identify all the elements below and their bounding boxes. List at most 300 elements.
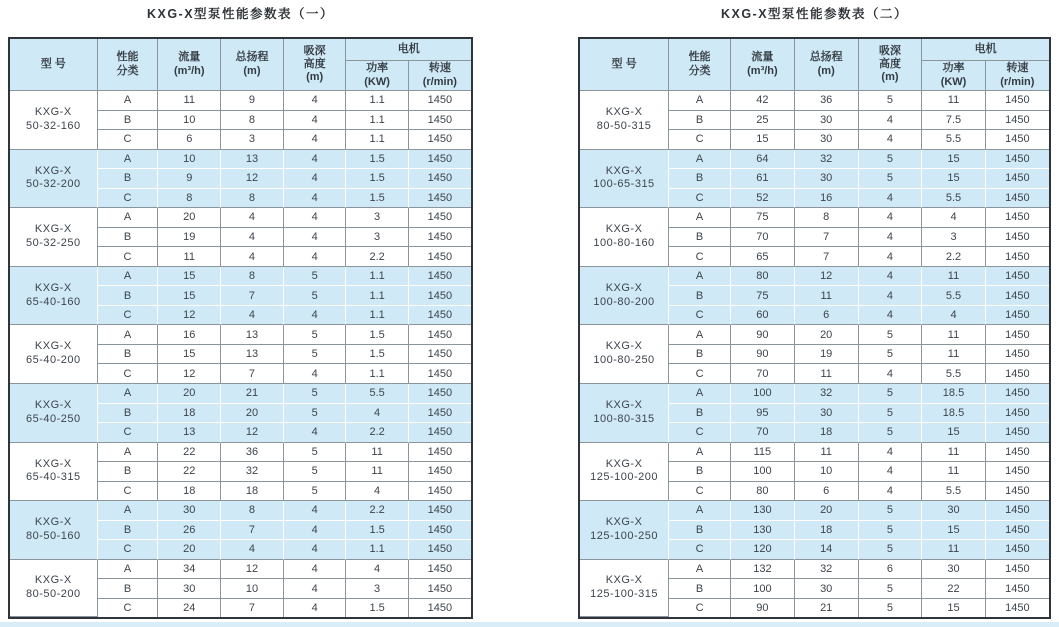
cell-power: 11: [922, 325, 985, 345]
cell-cls: B: [98, 404, 159, 424]
cell-speed: 1450: [986, 91, 1049, 111]
cell-power: 1.1: [346, 130, 408, 150]
table-row: [10, 208, 471, 228]
cell-suction: 5: [284, 482, 347, 502]
cell-power: 4: [346, 482, 408, 502]
cell-speed: 1450: [409, 169, 471, 189]
cell-speed: 1450: [409, 560, 471, 580]
cell-suction: 5: [859, 150, 923, 170]
cell-flow: 90: [731, 599, 795, 617]
cell-suction: 4: [859, 462, 923, 482]
cell-suction: 4: [284, 306, 347, 326]
cell-power: 1.5: [346, 521, 408, 541]
cell-head: 21: [221, 384, 284, 404]
cell-suction: 4: [284, 189, 347, 209]
table-row: [580, 208, 1049, 228]
cell-suction: 5: [859, 521, 923, 541]
header-speed: [986, 61, 1049, 91]
model-cell: [580, 501, 669, 560]
cell-head: 3: [221, 130, 284, 150]
cell-power: 5.5: [922, 364, 985, 384]
cell-head: 11: [795, 443, 859, 463]
performance-table-one: [8, 37, 473, 619]
model-cell: [10, 325, 98, 384]
cell-speed: 1450: [986, 306, 1049, 326]
cell-cls: C: [98, 423, 159, 443]
cell-suction: 5: [859, 345, 923, 365]
cell-speed: 1450: [986, 345, 1049, 365]
model-series: KXG-X: [605, 399, 643, 412]
cell-power: 5.5: [922, 482, 985, 502]
cell-head: 4: [221, 228, 284, 248]
model-cell: [10, 443, 98, 502]
table-row: [580, 560, 1049, 580]
cell-flow: 70: [731, 228, 795, 248]
cell-power: 11: [922, 462, 985, 482]
model-size: 65-40-160: [25, 295, 81, 308]
cell-suction: 5: [859, 599, 923, 617]
cell-flow: 10: [158, 150, 221, 170]
cell-speed: 1450: [986, 521, 1049, 541]
cell-flow: 90: [731, 345, 795, 365]
header-class: [98, 39, 159, 91]
header-flow-line1: 流量: [178, 51, 201, 64]
cell-flow: 22: [158, 443, 221, 463]
cell-cls: A: [98, 560, 159, 580]
cell-flow: 64: [731, 150, 795, 170]
cell-suction: 4: [284, 169, 347, 189]
model-size: 80-50-160: [25, 529, 81, 542]
model-series: KXG-X: [605, 516, 643, 529]
cell-suction: 4: [859, 228, 923, 248]
header-flow-unit: (m³/h): [173, 64, 205, 77]
model-series: KXG-X: [34, 457, 72, 470]
table-row: [580, 267, 1049, 287]
table-row: [10, 325, 471, 345]
cell-head: 12: [221, 560, 284, 580]
cell-flow: 15: [158, 345, 221, 365]
cell-head: 20: [221, 404, 284, 424]
cell-head: 18: [221, 482, 284, 502]
cell-suction: 4: [859, 286, 923, 306]
cell-speed: 1450: [986, 228, 1049, 248]
cell-cls: A: [669, 501, 731, 521]
cell-suction: 4: [284, 423, 347, 443]
cell-speed: 1450: [409, 91, 471, 111]
table-row: [10, 267, 471, 287]
cell-flow: 130: [731, 501, 795, 521]
cell-flow: 13: [158, 423, 221, 443]
cell-power: 4: [922, 306, 985, 326]
cell-power: 5.5: [922, 130, 985, 150]
cell-suction: 4: [284, 560, 347, 580]
cell-speed: 1450: [986, 325, 1049, 345]
cell-power: 5.5: [346, 384, 408, 404]
cell-head: 13: [221, 325, 284, 345]
cell-suction: 5: [859, 325, 923, 345]
model-series: KXG-X: [34, 340, 72, 353]
cell-suction: 4: [284, 91, 347, 111]
cell-cls: C: [669, 599, 731, 617]
cell-flow: 16: [158, 325, 221, 345]
cell-suction: 4: [284, 228, 347, 248]
footer-strip: [0, 622, 1059, 627]
cell-speed: 1450: [986, 189, 1049, 209]
cell-flow: 100: [731, 384, 795, 404]
cell-power: 18.5: [922, 384, 985, 404]
cell-speed: 1450: [986, 130, 1049, 150]
cell-cls: A: [669, 91, 731, 111]
cell-speed: 1450: [409, 267, 471, 287]
cell-head: 7: [795, 228, 859, 248]
cell-flow: 20: [158, 540, 221, 560]
cell-suction: 5: [284, 325, 347, 345]
header-head-unit: (m): [817, 64, 835, 77]
cell-flow: 130: [731, 521, 795, 541]
cell-suction: 4: [859, 306, 923, 326]
cell-head: 20: [795, 501, 859, 521]
table-one-section: [8, 0, 473, 627]
model-series: KXG-X: [605, 164, 643, 177]
cell-speed: 1450: [409, 150, 471, 170]
cell-flow: 70: [731, 364, 795, 384]
cell-suction: 5: [859, 384, 923, 404]
model-series: KXG-X: [605, 106, 643, 119]
cell-cls: B: [98, 521, 159, 541]
table-one-body: [10, 91, 471, 617]
model-cell: [10, 208, 98, 267]
cell-speed: 1450: [409, 423, 471, 443]
model-cell: [580, 91, 669, 150]
cell-cls: A: [98, 208, 159, 228]
model-size: 125-100-250: [590, 529, 658, 542]
model-series: KXG-X: [605, 281, 643, 294]
cell-speed: 1450: [409, 443, 471, 463]
model-size: 100-65-315: [593, 178, 655, 191]
cell-head: 36: [795, 91, 859, 111]
cell-speed: 1450: [986, 111, 1049, 131]
model-cell: [10, 150, 98, 209]
cell-cls: B: [98, 462, 159, 482]
cell-flow: 75: [731, 286, 795, 306]
cell-suction: 4: [284, 540, 347, 560]
cell-suction: 4: [284, 521, 347, 541]
cell-cls: C: [98, 306, 159, 326]
cell-flow: 11: [158, 247, 221, 267]
cell-cls: B: [669, 286, 731, 306]
cell-head: 32: [221, 462, 284, 482]
cell-head: 30: [795, 169, 859, 189]
cell-head: 32: [795, 384, 859, 404]
cell-power: 11: [922, 540, 985, 560]
cell-speed: 1450: [409, 286, 471, 306]
cell-flow: 61: [731, 169, 795, 189]
cell-head: 4: [221, 540, 284, 560]
cell-power: 2.2: [346, 247, 408, 267]
model-size: 80-50-200: [25, 587, 81, 600]
cell-cls: C: [98, 599, 159, 617]
cell-power: 2.2: [346, 501, 408, 521]
header-model: [10, 39, 98, 91]
cell-head: 7: [221, 286, 284, 306]
cell-flow: 22: [158, 462, 221, 482]
header-suction-line1: 吸深: [878, 44, 901, 57]
cell-speed: 1450: [986, 169, 1049, 189]
cell-flow: 80: [731, 482, 795, 502]
cell-cls: B: [669, 111, 731, 131]
cell-suction: 4: [284, 364, 347, 384]
cell-cls: B: [669, 169, 731, 189]
cell-flow: 18: [158, 482, 221, 502]
cell-cls: A: [669, 443, 731, 463]
model-size: 100-80-315: [593, 412, 655, 425]
header-power-unit: (KW): [940, 75, 967, 88]
cell-power: 15: [922, 599, 985, 617]
cell-cls: B: [98, 228, 159, 248]
cell-suction: 5: [859, 540, 923, 560]
cell-cls: C: [669, 482, 731, 502]
cell-suction: 4: [859, 130, 923, 150]
model-cell: [10, 91, 98, 150]
cell-head: 8: [221, 189, 284, 209]
cell-suction: 4: [284, 599, 347, 617]
cell-flow: 95: [731, 404, 795, 424]
model-size: 50-32-200: [25, 178, 81, 191]
cell-suction: 4: [859, 111, 923, 131]
cell-cls: C: [98, 540, 159, 560]
cell-flow: 10: [158, 111, 221, 131]
cell-cls: B: [669, 462, 731, 482]
model-series: KXG-X: [34, 106, 72, 119]
header-flow: [731, 39, 795, 91]
table-row: [580, 501, 1049, 521]
cell-power: 11: [922, 267, 985, 287]
cell-cls: C: [98, 189, 159, 209]
cell-power: 2.2: [346, 423, 408, 443]
header-motor-label: 电机: [974, 42, 997, 55]
header-head-unit: (m): [243, 64, 261, 77]
cell-speed: 1450: [409, 482, 471, 502]
cell-suction: 4: [284, 111, 347, 131]
cell-head: 7: [795, 247, 859, 267]
performance-table-two: [578, 37, 1051, 619]
cell-power: 3: [346, 579, 408, 599]
cell-speed: 1450: [986, 443, 1049, 463]
cell-suction: 5: [859, 404, 923, 424]
cell-head: 14: [795, 540, 859, 560]
cell-cls: A: [98, 267, 159, 287]
model-cell: [10, 560, 98, 617]
header-motor-label: 电机: [397, 42, 420, 55]
cell-speed: 1450: [409, 111, 471, 131]
cell-head: 10: [221, 579, 284, 599]
cell-power: 2.2: [922, 247, 985, 267]
cell-cls: B: [98, 579, 159, 599]
cell-suction: 5: [859, 423, 923, 443]
cell-flow: 65: [731, 247, 795, 267]
table-row: [580, 384, 1049, 404]
cell-head: 7: [221, 364, 284, 384]
cell-suction: 5: [859, 91, 923, 111]
table-row: [10, 560, 471, 580]
table-row: [10, 443, 471, 463]
cell-power: 1.1: [346, 111, 408, 131]
header-class-line2: 分类: [116, 64, 139, 77]
cell-flow: 15: [158, 286, 221, 306]
cell-suction: 4: [859, 267, 923, 287]
cell-suction: 4: [859, 189, 923, 209]
model-cell: [580, 150, 669, 209]
cell-cls: C: [669, 540, 731, 560]
cell-flow: 25: [731, 111, 795, 131]
table-row: [580, 150, 1049, 170]
cell-cls: A: [669, 208, 731, 228]
cell-flow: 52: [731, 189, 795, 209]
cell-cls: A: [669, 384, 731, 404]
cell-head: 4: [221, 306, 284, 326]
cell-flow: 12: [158, 364, 221, 384]
cell-head: 36: [221, 443, 284, 463]
cell-head: 13: [221, 345, 284, 365]
cell-cls: A: [98, 384, 159, 404]
model-size: 100-80-200: [593, 295, 655, 308]
cell-speed: 1450: [409, 130, 471, 150]
cell-speed: 1450: [986, 247, 1049, 267]
cell-head: 6: [795, 482, 859, 502]
table-row: [580, 91, 1049, 111]
cell-power: 1.1: [346, 306, 408, 326]
cell-power: 11: [922, 91, 985, 111]
cell-suction: 5: [284, 384, 347, 404]
cell-suction: 4: [284, 208, 347, 228]
cell-cls: A: [669, 267, 731, 287]
model-cell: [10, 384, 98, 443]
cell-head: 11: [795, 364, 859, 384]
header-head-line1: 总扬程: [809, 51, 843, 64]
cell-speed: 1450: [409, 540, 471, 560]
header-model: [580, 39, 669, 91]
cell-speed: 1450: [1005, 601, 1030, 614]
cell-power: 18.5: [922, 404, 985, 424]
cell-flow: 100: [731, 579, 795, 599]
cell-suction: 5: [284, 443, 347, 463]
cell-cls: C: [98, 130, 159, 150]
cell-head: 8: [221, 111, 284, 131]
header-power: [346, 61, 408, 91]
cell-speed: 1450: [986, 501, 1049, 521]
cell-flow: 70: [731, 423, 795, 443]
cell-speed: 1450: [409, 208, 471, 228]
cell-head: 30: [795, 579, 859, 599]
cell-head: 8: [221, 267, 284, 287]
header-suction-unit: (m): [881, 71, 899, 84]
cell-head: 8: [221, 501, 284, 521]
header-head-line1: 总扬程: [235, 51, 269, 64]
model-series: KXG-X: [34, 399, 72, 412]
cell-cls: A: [98, 325, 159, 345]
header-model-label: 型 号: [40, 57, 66, 70]
cell-power: 1.1: [346, 91, 408, 111]
cell-speed: 1450: [986, 404, 1049, 424]
cell-flow: 24: [158, 599, 221, 617]
cell-power: 1.1: [346, 267, 408, 287]
table-row: [10, 501, 471, 521]
table-row: [580, 325, 1049, 345]
table-row: [580, 443, 1049, 463]
cell-speed: 1450: [986, 364, 1049, 384]
cell-head: 7: [221, 521, 284, 541]
cell-power: 1.1: [346, 286, 408, 306]
cell-suction: 4: [284, 130, 347, 150]
cell-power: 4: [346, 560, 408, 580]
cell-flow: 20: [158, 208, 221, 228]
model-series: KXG-X: [34, 516, 72, 529]
table-row: [10, 150, 471, 170]
cell-cls: C: [669, 247, 731, 267]
header-suction-line1: 吸深: [303, 44, 326, 57]
cell-flow: 100: [731, 462, 795, 482]
cell-head: 13: [221, 150, 284, 170]
cell-suction: 4: [284, 501, 347, 521]
header-flow-unit: (m³/h): [747, 64, 778, 77]
model-size: 125-100-200: [590, 471, 658, 484]
cell-speed: 1450: [409, 404, 471, 424]
header-head: [221, 39, 284, 91]
cell-power: 1.5: [346, 189, 408, 209]
cell-speed: 1450: [986, 540, 1049, 560]
cell-flow: 132: [731, 560, 795, 580]
cell-head: 16: [795, 189, 859, 209]
header-flow: [158, 39, 221, 91]
cell-cls: C: [669, 364, 731, 384]
cell-cls: B: [98, 169, 159, 189]
cell-speed: 1450: [986, 208, 1049, 228]
model-series: KXG-X: [34, 223, 72, 236]
model-cell: [580, 443, 669, 502]
cell-power: 15: [922, 521, 985, 541]
header-class-line2: 分类: [688, 64, 711, 77]
cell-speed: 1450: [427, 601, 453, 614]
cell-power: 11: [346, 462, 408, 482]
cell-cls: B: [669, 404, 731, 424]
table-one-title: KXG-X型泵性能参数表（一）: [146, 7, 335, 21]
cell-power: 30: [922, 560, 985, 580]
header-power-line1: 功率: [366, 62, 389, 75]
model-cell: [580, 208, 669, 267]
cell-flow: 15: [731, 130, 795, 150]
header-suction: [859, 39, 923, 91]
cell-suction: 4: [284, 579, 347, 599]
cell-speed: 1450: [409, 345, 471, 365]
cell-suction: 6: [859, 560, 923, 580]
cell-cls: A: [669, 560, 731, 580]
cell-suction: 4: [859, 443, 923, 463]
header-class-line1: 性能: [688, 51, 711, 64]
cell-head: 30: [795, 404, 859, 424]
cell-speed: 1450: [986, 579, 1049, 599]
cell-power: 15: [922, 423, 985, 443]
cell-suction: 5: [284, 267, 347, 287]
model-cell: [10, 501, 98, 560]
header-power-unit: (KW): [364, 75, 390, 88]
cell-cls: B: [98, 345, 159, 365]
cell-speed: 1450: [409, 364, 471, 384]
cell-head: 9: [221, 91, 284, 111]
cell-flow: 6: [158, 130, 221, 150]
cell-cls: A: [98, 91, 159, 111]
cell-speed: 1450: [409, 189, 471, 209]
cell-speed: 1450: [409, 384, 471, 404]
